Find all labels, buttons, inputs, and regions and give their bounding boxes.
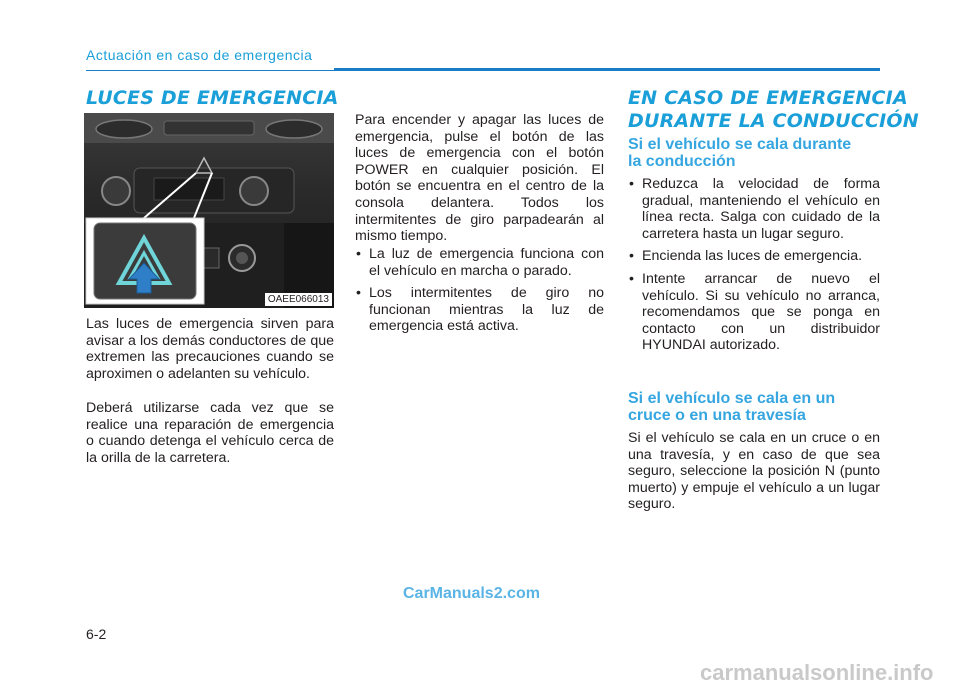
crossing-paragraph: Si el vehículo se cala en un cruce o en una travesía, y en caso de que sea seguro, seleccione la posición N (punto muerto) y empuje el vehículo a un lugar seguro. <box>628 430 880 513</box>
subheading-line-1: Si el vehículo se cala durante <box>628 136 852 153</box>
stall-steps-list <box>628 176 880 360</box>
list-item-text: Reduzca la velocidad de forma gradual, manteniendo el vehículo en línea recta. Salga con cuidado de la carretera hasta un lugar seguro. <box>642 176 880 242</box>
subheading-line-2: la conducción <box>628 153 736 170</box>
subheading-line-1: Si el vehículo se cala en un <box>628 390 836 407</box>
section-heading-emergency-driving <box>628 87 919 133</box>
hazard-paragraph-1: Las luces de emergencia sirven para avisar a los demás conductores de que extremen las precauciones cuando se aproximen o adelanten su vehículo. <box>86 316 334 382</box>
bullet-mark: • <box>356 246 361 262</box>
list-item-text: Encienda las luces de emergencia. <box>642 248 863 265</box>
figure-code: OAEE066013 <box>265 293 332 306</box>
bullet-mark: • <box>356 285 361 302</box>
page-number: 6-2 <box>86 626 107 642</box>
list-item <box>355 246 604 279</box>
list-item <box>628 248 880 265</box>
list-item <box>355 285 604 335</box>
subheading-stall-crossing <box>628 390 835 424</box>
list-item <box>628 271 880 354</box>
header-title: Actuación en caso de emergencia <box>86 47 313 63</box>
list-item-text: Los intermitentes de giro no funcionan mientras la luz de emergencia está activa. <box>369 285 604 335</box>
hazard-operation-paragraph: Para encender y apagar las luces de emergencia, pulse el botón de las luces de emergencia con el botón POWER en cualquier posición. El botón se encuentra en el centro de la consola delantera. Todos los intermitentes de giro parpadearán al mismo tiempo. <box>355 112 604 245</box>
list-item <box>628 176 880 242</box>
section-heading-hazard-lights: LUCES DE EMERGENCIA <box>86 87 339 109</box>
console-illustration <box>84 113 334 308</box>
subheading-stall-driving <box>628 136 851 170</box>
list-item-text: Intente arrancar de nuevo el vehículo. Si su vehículo no arranca, recomendamos que se ponga en contacto con un distribuidor HYUNDAI autorizado. <box>642 270 880 354</box>
bullet-mark: • <box>629 270 634 287</box>
heading-line-1: EN CASO DE EMERGENCIA <box>628 87 908 109</box>
bullet-mark: • <box>629 176 634 192</box>
list-item-text: La luz de emergencia funciona con el vehículo en marcha o parado. <box>369 246 604 279</box>
hazard-notes-list <box>355 246 604 341</box>
watermark-link[interactable]: CarManuals2.com <box>403 585 540 602</box>
heading-line-2: DURANTE LA CONDUCCIÓN <box>628 110 919 132</box>
hazard-paragraph-2: Deberá utilizarse cada vez que se realice una reparación de emergencia o cuando detenga el vehículo cerca de la orilla de la carretera. <box>86 400 334 466</box>
footer-watermark: carmanualsonline.info <box>700 660 934 685</box>
subheading-line-2: cruce o en una travesía <box>628 407 806 424</box>
hazard-figure <box>84 113 334 308</box>
bullet-mark: • <box>629 248 634 265</box>
header-rule <box>334 68 880 71</box>
header-rule-left <box>86 70 334 71</box>
